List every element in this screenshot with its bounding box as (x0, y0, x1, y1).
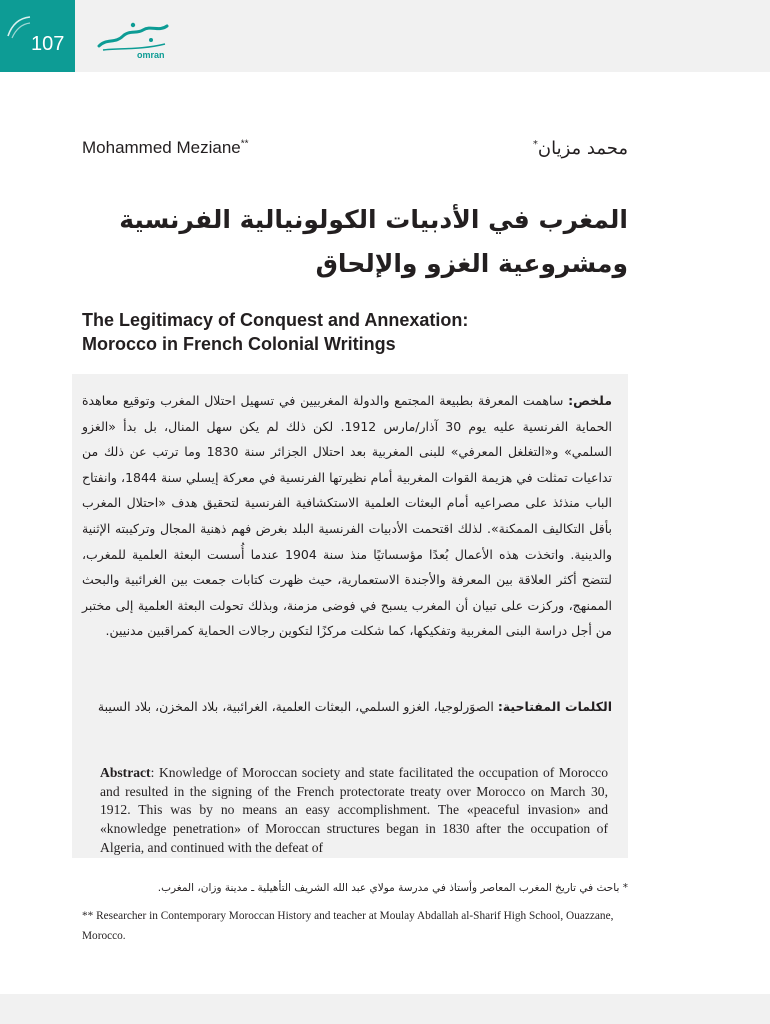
title-english (82, 308, 642, 356)
abstract-box (72, 374, 628, 858)
abstract-arabic-text: ساهمت المعرفة بطبيعة المجتمع والدولة المغربيين في تسهيل احتلال المغرب وتوقيع معاهدة الحماية الفرنسية عليه يوم 30 آذار/مارس 1912. لكن ذلك لم يكن سهل المنال، بل بدأ «الغزو السلمي» و«التغلغل المعرفي» للبنى المغربية بعد احتلال الجزائر سنة 1830 وما ترتب عن ذلك من تداعيات تمثلت في هزيمة القوات المغربية أمام نظيرتها الفرنسية في معركة إيسلي سنة 1844، وانفتاح الباب منذئذ على مصراعيه أمام البعثات العلمية الاستكشافية الفرنسية لتحقيق هدف «احتلال المغرب بأقل التكاليف الممكنة». لذلك اقتحمت الأدبيات الفرنسية البلد بغرض فهم ذهنية المجال وتركيبته الإثنية والدينية. واتخذت هذه الأعمال بُعدًا مؤسساتيًا منذ سنة 1904 عندما أُسست البعثة العلمية للمغرب، لتتضح أكثر العلاقة بين المعرفة والأجندة الاستعمارية، حيث ظهرت كتابات جمعت بين الغرائبية والبحث الممنهج، وركزت على تبيان أن المغرب يسبح في فوضى مزمنة، وبذلك تحولت البعثة العلمية إلى مختبر من أجل دراسة البنى المغربية وتفكيكها، كما شكلت مركزًا لتكوين رجالات الحماية كمراقبين مدنيين. (82, 393, 612, 639)
author-ar-footnote-mark: * (532, 139, 538, 150)
abstract-arabic (82, 388, 612, 644)
footnote-english-mark: ** (82, 910, 94, 922)
omran-logo (93, 20, 173, 66)
omran-logo-icon (93, 20, 173, 54)
footnote-arabic (68, 882, 628, 894)
footnote-arabic-text: باحث في تاريخ المغرب المعاصر وأستاذ في مدرسة مولاي عبد الله الشريف التأهيلية ـ مدينة وزان، المغرب. (157, 882, 623, 894)
abstract-english (100, 764, 608, 858)
keywords-label: الكلمات المفتاحية: (497, 699, 612, 714)
keywords-arabic (82, 694, 612, 720)
author-name-english (82, 138, 249, 158)
author-name-ar: محمد مزيان (537, 138, 628, 159)
title-english-line-1: The Legitimacy of Conquest and Annexation: (82, 310, 469, 330)
title-arabic: المغرب في الأدبيات الكولونيالية الفرنسية ومشروعية الغزو والإلحاق (119, 205, 628, 278)
footnote-english (82, 906, 630, 946)
abstract-english-label: Abstract (100, 765, 151, 780)
abstract-english-text: : Knowledge of Moroccan society and state facilitated the occupation of Morocco and resulted in the signing of the French protectorate treaty over Morocco on March 30, 1912. This was by no means an easy accomplishment. The «peaceful invasion» and «knowledge penetration» of Moroccan structures began in 1830 after the occupation of Algeria, and continued with the defeat of (100, 765, 608, 855)
author-name-arabic (533, 138, 628, 159)
decorative-swirl-icon (6, 14, 32, 40)
footnote-english-text: Researcher in Contemporary Moroccan History and teacher at Moulay Abdallah al-Sharif High School, Ouazzane, Morocco. (82, 910, 614, 942)
author-en-footnote-mark: ** (240, 138, 249, 150)
keywords-text: الصوَرلوجيا، الغزو السلمي، البعثات العلمية، الغرائبية، بلاد المخزن، بلاد السيبة (97, 699, 498, 714)
title-english-line-2: Morocco in French Colonial Writings (82, 334, 396, 354)
abstract-arabic-label: ملخص: (568, 393, 612, 408)
page-number: 107 (31, 33, 65, 55)
page-number-box (0, 0, 75, 72)
footnote-arabic-mark: * (622, 882, 628, 894)
footer-band (0, 994, 770, 1024)
author-name-en: Mohammed Meziane (82, 138, 241, 157)
logo-latin-text: omran (137, 50, 165, 60)
